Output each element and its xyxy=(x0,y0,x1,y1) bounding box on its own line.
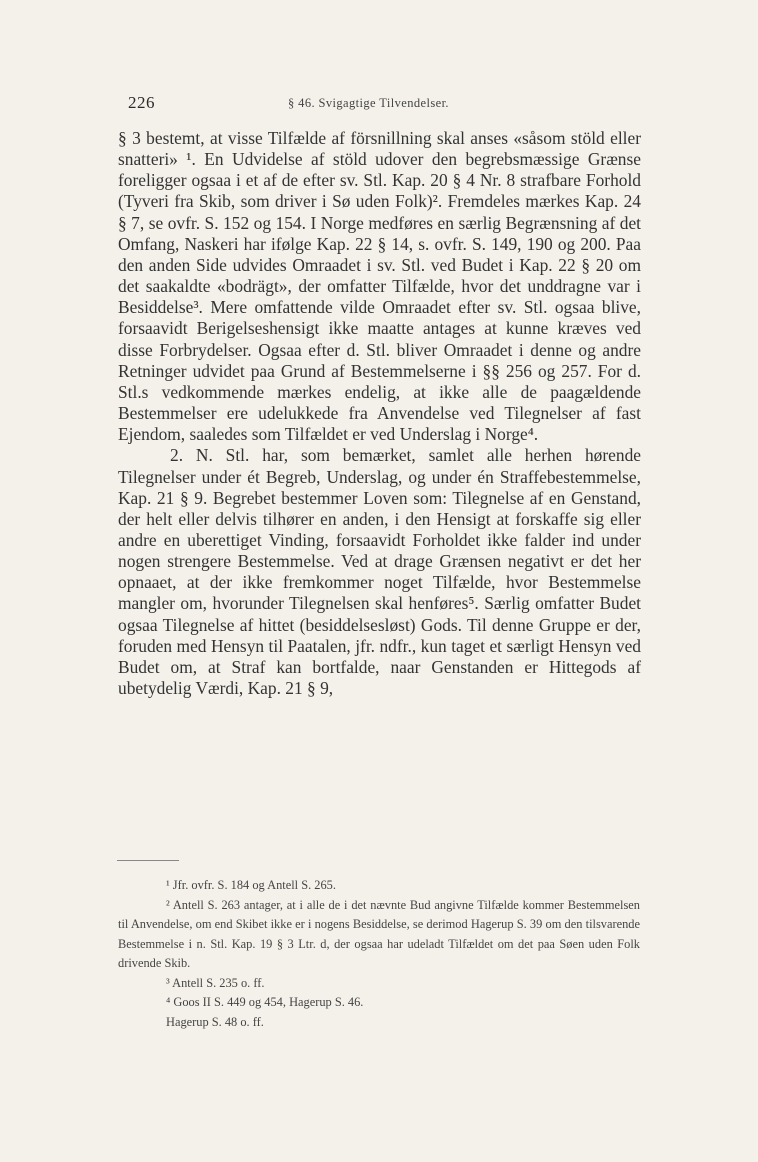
page-number: 226 xyxy=(128,93,155,112)
footnote: ² Antell S. 263 antager, at i alle de i det nævnte Bud angivne Tilfælde kommer Bestemmelsen til Anvendelse, om end Skibet ikke er i nogens Besiddelse, se derimod Hagerup S. 39 om den tilsvarende Bestemmelse i n. Stl. Kap. 19 § 3 Ltr. d, der ogsaa har udeladt Tilfældet om det paa Søen uden Folk drivende Skib. xyxy=(118,897,640,970)
paragraph: 2. N. Stl. har, som bemærket, samlet alle herhen hørende Tilegnelser under ét Begreb, Underslag, og under én Straffebestemmelse, Kap. 21 § 9. Begrebet bestemmer Loven som: Tilegnelse af en Genstand, der helt eller delvis tilhører en anden, i den Hensigt at forskaffe sig eller andre en uberettiget Vinding, forsaavidt Forholdet ikke falder ind under nogen strengere Bestemmelse. Ved at drage Grænsen negativt er det her opnaaet, at der ikke fremkommer noget Tilfælde, hvor Bestemmelse mangler om, hvorunder Tilegnelsen skal henføres⁵. Særlig omfatter Budet ogsaa Tilegnelse af hittet (besiddelsesløst) Gods. Til denne Gruppe er der, foruden med Hensyn til Paatalen, jfr. ndfr., kun taget et særligt Hensyn ved Budet om, at Straf kan bortfalde, naar Genstanden er Hittegods af ubetydelig Værdi, Kap. 21 § 9, xyxy=(118,445,641,699)
footnotes xyxy=(118,876,640,1032)
footnote: ¹ Jfr. ovfr. S. 184 og Antell S. 265. xyxy=(166,878,336,892)
footnote: ⁴ Goos II S. 449 og 454, Hagerup S. 46. xyxy=(166,995,364,1009)
footnote: ³ Antell S. 235 o. ff. xyxy=(166,975,265,990)
body-text xyxy=(118,128,641,699)
page-header xyxy=(128,93,638,113)
running-title: § 46. Svigagtige Tilvendelser. xyxy=(288,96,449,110)
paragraph: § 3 bestemt, at visse Tilfælde af försnillning skal anses «såsom stöld eller snatteri» ¹. En Udvidelse af stöld udover den begrebsmæssige Grænse foreligger ogsaa i et af de efter sv. Stl. Kap. 20 § 4 Nr. 8 strafbare Forhold (Tyveri fra Skib, som driver i Sø uden Folk)². Fremdeles mærkes Kap. 24 § 7, se ovfr. S. 152 og 154. I Norge medføres en særlig Begrænsning af det Omfang, Naskeri har ifølge Kap. 22 § 14, s. ovfr. S. 149, 190 og 200. Paa den anden Side udvides Omraadet i sv. Stl. ved Budet i Kap. 22 § 20 om det saakaldte «bodrägt», der omfatter Tilfælde, hvor det unddragne var i Besiddelse³. Mere omfattende vilde Omraadet efter sv. Stl. ogsaa blive, forsaavidt Berigelseshensigt ikke maatte antages at kunne kræves ved disse Forbrydelser. Ogsaa efter d. Stl. bliver Omraadet i denne og andre Retninger udvidet paa Grund af Bestemmelserne i §§ 256 og 257. For d. Stl.s vedkommende mærkes endelig, at ikke alle de paagældende Bestemmelser ere udelukkede fra Anvendelse ved Tilegnelser af fast Ejendom, saaledes som Tilfældet er ved Underslag i Norge⁴. xyxy=(118,128,641,445)
footnote-divider xyxy=(117,860,179,861)
footnote: Hagerup S. 48 o. ff. xyxy=(166,1014,264,1029)
